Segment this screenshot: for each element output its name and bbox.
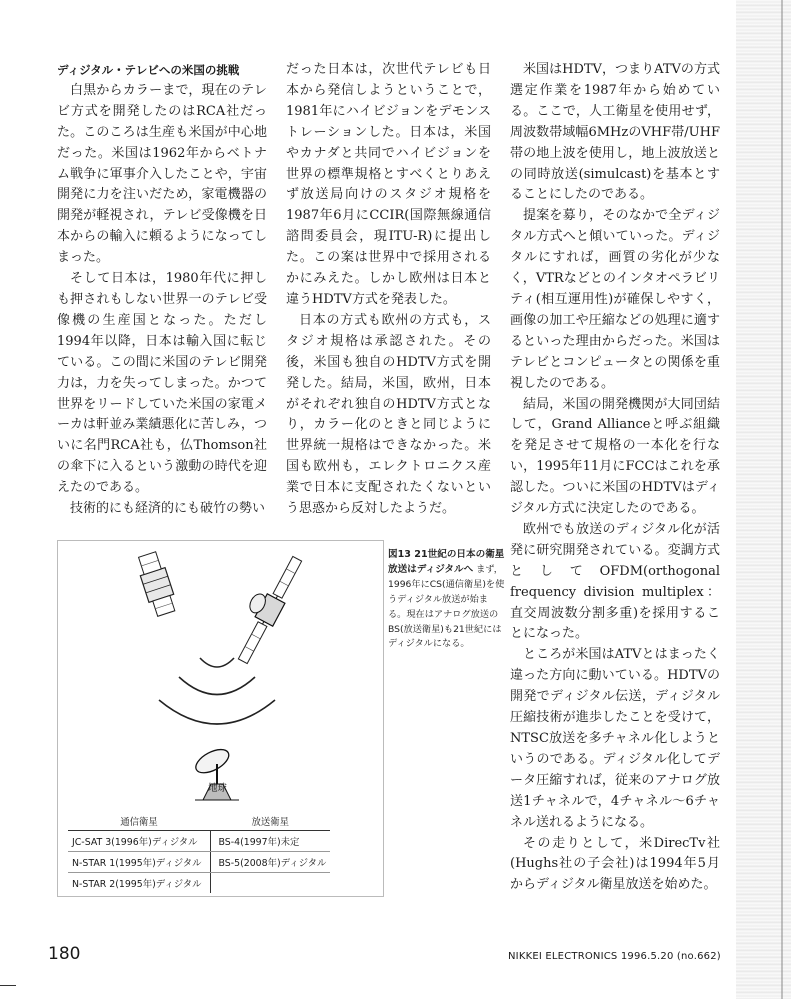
table-header: 通信衛星 xyxy=(68,812,210,831)
table-cell: BS-5(2008年)ディジタル xyxy=(210,852,330,873)
paragraph: 米国はHDTV，つまりATVの方式選定作業を1987年から始めている。ここで，人工衛星を使用せず，周波数帯域幅6MHzのVHF帯/UHF帯の地上波を使用し，地上波放送との同時放送(simulcast)を基本とすることにしたのである。 xyxy=(510,62,720,203)
table-row xyxy=(68,831,330,852)
satellite-table xyxy=(68,812,330,893)
signal-waves xyxy=(159,658,275,724)
table-header: 放送衛星 xyxy=(210,812,330,831)
paragraph: その走りとして，米DirecTv社(Hughs社の子会社)は1994年5月からディジタル衛星放送を始めた。 xyxy=(510,835,720,893)
table-cell: N-STAR 2(1995年)ディジタル xyxy=(68,873,210,894)
table-cell: BS-4(1997年)未定 xyxy=(210,831,330,852)
text-column-3 xyxy=(510,60,720,896)
caption-body: まず，1996年にCS(通信衛星)を使うディジタル放送が始まる。現在はアナログ放送のBS(放送衛星)も21世紀にはディジタルになる。 xyxy=(388,563,505,650)
broadcast-satellite-icon xyxy=(224,549,306,666)
paragraph: 白黒からカラーまで，現在のテレビ方式を開発したのはRCA社だった。このころは生産も米国が中心地だった。米国は1962年からベトナム戦争に軍事介入したことや，宇宙開発に力を注いだため，家電機器の開発が軽視され，テレビ受像機を日本からの輸入に頼るようになってしまった。 xyxy=(57,82,267,266)
table-row xyxy=(68,873,330,894)
text-column-1 xyxy=(57,60,267,520)
crop-mark xyxy=(0,985,16,986)
paragraph: 欧州でも放送のディジタル化が活発に研究開発されている。変調方式としてOFDM(orthogonal frequency division multiplex：直交周波数分割多重)を採用することになった。 xyxy=(510,521,720,642)
satellite-illustration xyxy=(57,540,382,810)
paragraph: 日本の方式も欧州の方式も，スタジオ規格は承認された。その後，米国も独自のHDTV方式を開発した。結局，米国，欧州，日本がそれぞれ独自のHDTV方式となり，カラー化のときと同じように世界統一規格はできなかった。米国も欧州も，エレクトロニクス産業で日本に支配されたくないという思惑から反対したようだ。 xyxy=(286,312,491,517)
paragraph: 提案を募り，そのなかで全ディジタル方式へと傾いていった。ディジタルにすれば，画質の劣化が少なく，VTRなどとのインタオペラビリティ(相互運用性)が確保しやすく，画像の加工や圧縮などの処理に適するといった理由からだった。米国はテレビとコンピュータとの関係を重視したのである。 xyxy=(510,208,720,391)
page-number: 180 xyxy=(48,944,81,964)
table-cell: JC-SAT 3(1996年)ディジタル xyxy=(68,831,210,852)
scan-edge-line xyxy=(781,0,783,999)
figure-caption xyxy=(388,548,506,652)
table-row xyxy=(68,852,330,873)
paragraph: 技術的にも経済的にも破竹の勢い xyxy=(70,501,266,517)
caption-title: 図13 21世紀の日本の衛星放送はディジタルへ xyxy=(388,549,505,575)
paragraph: 結局，米国の開発機関が大同団結して，Grand Allianceと呼ぶ組織を発足させて規格の一本化を行ない，1995年11月にFCCはこれを承認した。ついに米国のHDTVはディジタル方式に決定したのである。 xyxy=(510,396,720,517)
paragraph: そして日本は，1980年代に押しも押されもしない世界一のテレビ受像機の生産国となった。ただし1994年以降，日本は輸入国に転じている。この間に米国のテレビ開発力は，力を失ってしまった。かつて世界をリードしていた米国の家電メーカは軒並み業績悪化に苦しみ，ついに名門RCA社も，仏Thomson社の傘下に入るという激動の時代を迎えたのである。 xyxy=(57,271,267,496)
section-heading: ディジタル・テレビへの米国の挑戦 xyxy=(57,63,240,77)
table-cell xyxy=(210,873,330,894)
table-cell: N-STAR 1(1995年)ディジタル xyxy=(68,852,210,873)
paragraph: だった日本は，次世代テレビも日本から発信しようということで，1981年にハイビジョンをデモンストレーションした。日本は，米国やカナダと共同でハイビジョンを世界の標準規格とすべくとりあえず放送局向けのスタジオ規格を1987年6月にCCIR(国際無線通信諮問委員会，現ITU-R)に提出した。この案は世界中で採用されるかにみえた。しかし欧州は日本と違うHDTV方式を発表した。 xyxy=(286,62,491,307)
communication-satellite-icon xyxy=(135,551,179,618)
text-column-2 xyxy=(286,60,491,520)
earth-label: 地球 xyxy=(208,783,228,794)
publication-source: NIKKEI ELECTRONICS 1996.5.20 (no.662) xyxy=(508,951,721,962)
paragraph: ところが米国はATVとはまったく違った方向に動いている。HDTVの開発でディジタル伝送，ディジタル圧縮技術が進歩したことを受けて，NTSC放送を多チャネル化しようというのである。ディジタル化してデータ圧縮すれば，従来のアナログ放送1チャネルで，4チャネル～6チャネル送れるようになる。 xyxy=(510,647,720,830)
